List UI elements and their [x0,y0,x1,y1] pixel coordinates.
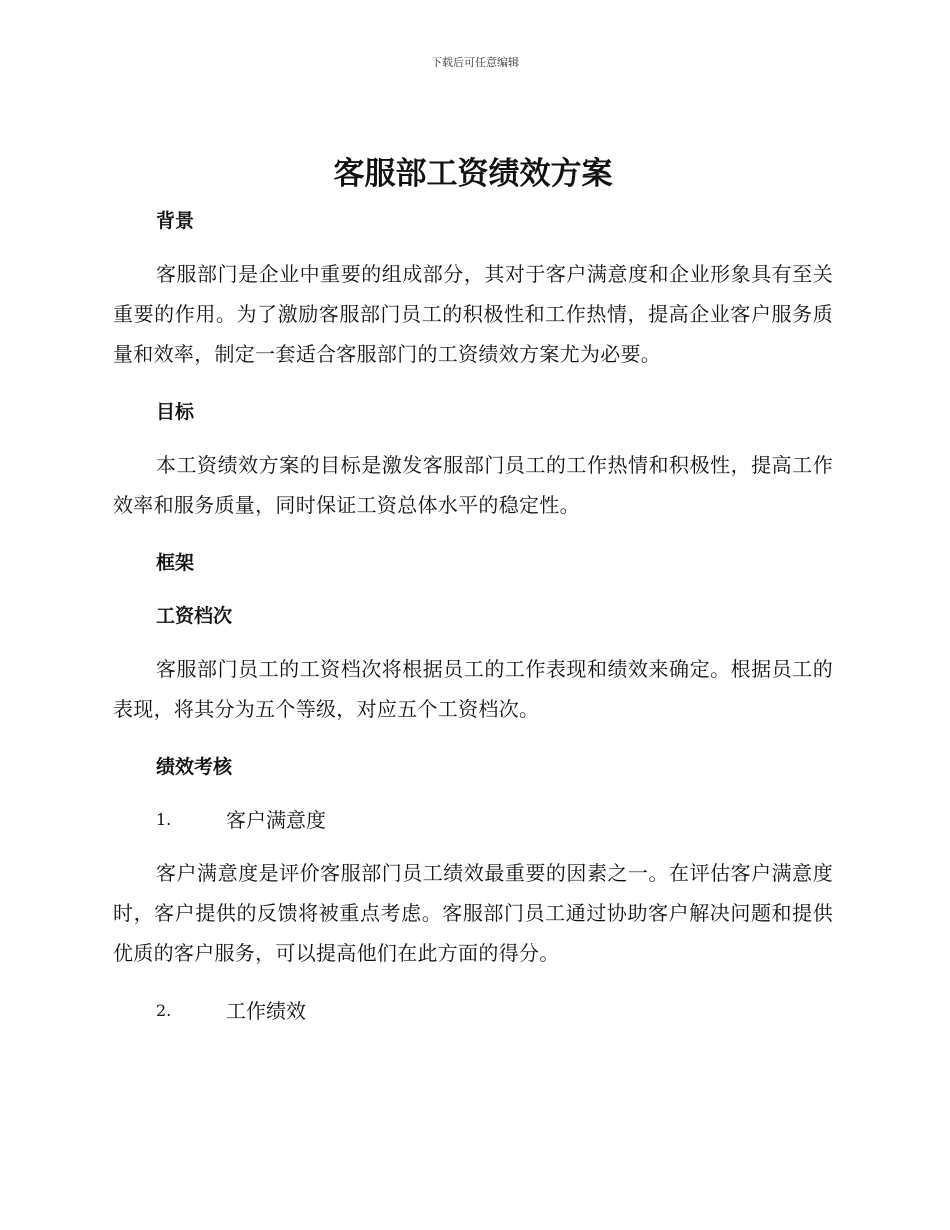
heading-salary-levels: 工资档次 [156,605,233,627]
document-title: 客服部工资绩效方案 [333,156,613,192]
document-body [113,150,833,1026]
list-number: 1. [156,810,172,829]
list-label: 客户满意度 [226,808,326,832]
paragraph-background: 客服部门是企业中重要的组成部分，其对于客户满意度和企业形象具有至关重要的作用。为了激励客服部门员工的积极性和工作热情，提高企业客户服务质量和效率，制定一套适合客服部门的工资绩效方案尤为必要。 [113,262,833,366]
paragraph-salary-levels: 客服部门员工的工资档次将根据员工的工作表现和绩效来确定。根据员工的表现，将其分为五个等级，对应五个工资档次。 [113,657,833,721]
page-header-note: 下载后可任意编辑 [431,56,519,69]
list-item [113,996,833,1026]
paragraph-customer-satisfaction: 客户满意度是评价客服部门员工绩效最重要的因素之一。在评估客户满意度时，客户提供的反馈将被重点考虑。客服部门员工通过协助客户解决问题和提供优质的客户服务，可以提高他们在此方面的得分。 [113,861,833,965]
list-number: 2. [156,1001,172,1020]
list-item [113,805,833,835]
list-label: 工作绩效 [226,999,306,1023]
paragraph-goal: 本工资绩效方案的目标是激发客服部门员工的工作热情和积极性，提高工作效率和服务质量，同时保证工资总体水平的稳定性。 [113,453,833,517]
heading-goal: 目标 [156,401,195,423]
heading-performance: 绩效考核 [156,756,233,778]
heading-background: 背景 [156,210,195,232]
heading-framework: 框架 [156,552,195,574]
